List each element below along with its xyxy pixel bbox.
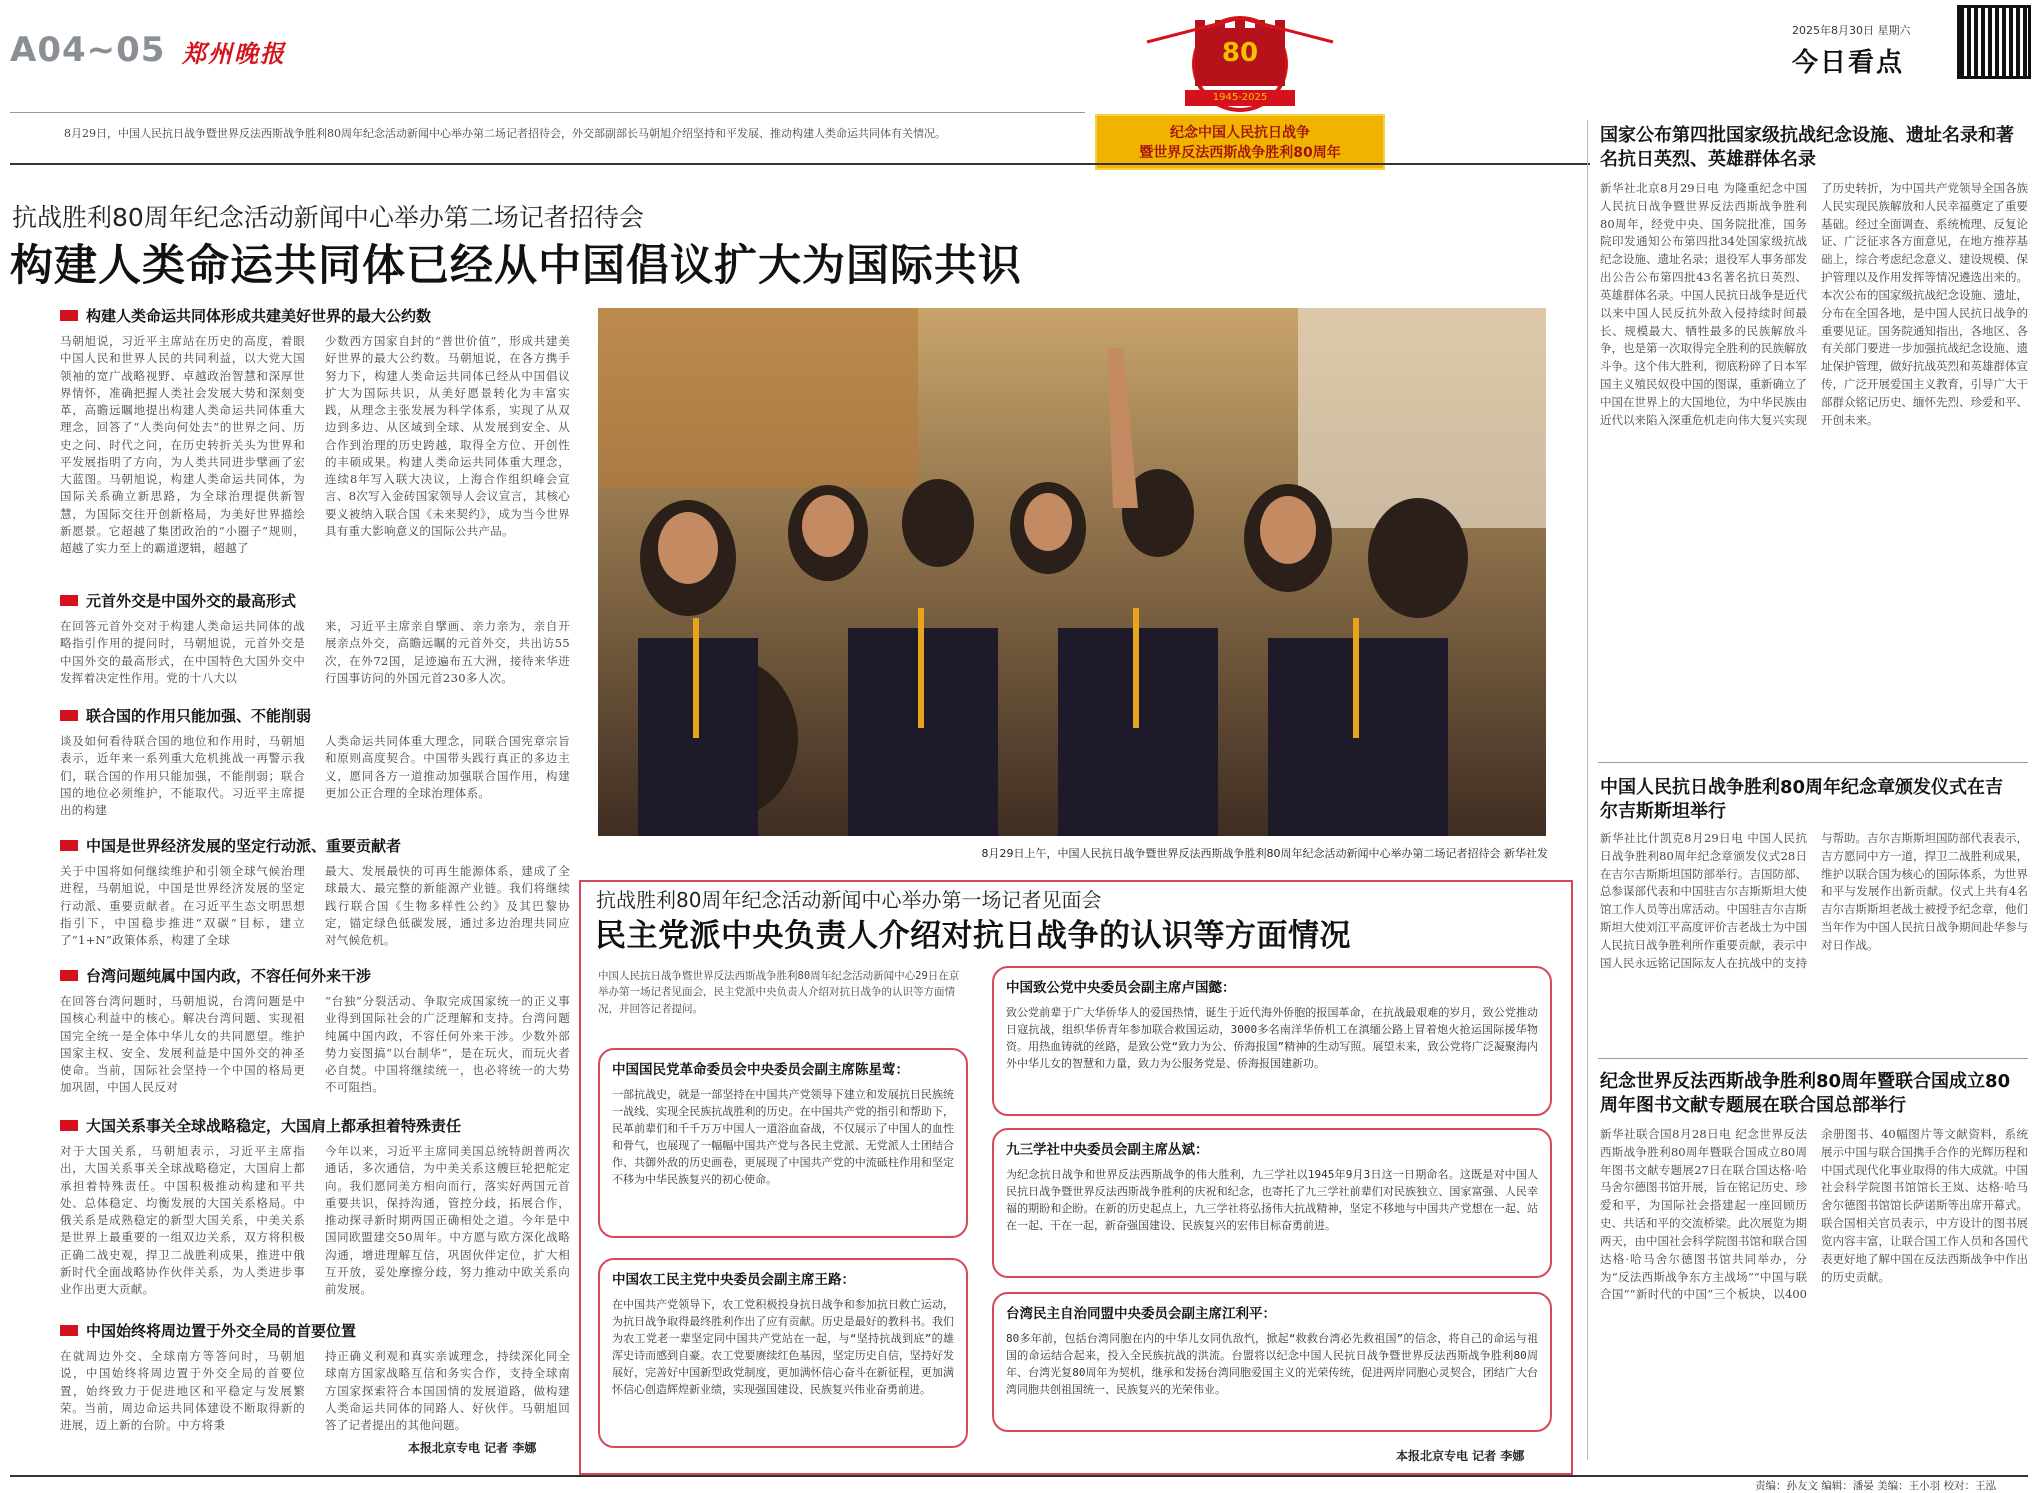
lead-subheading-text: 大国关系事关全球战略稳定，大国肩上都承担着特殊责任 <box>86 1117 462 1135</box>
statement-speaker: 中国农工民主党中央委员会副主席王路： <box>612 1272 855 1288</box>
photo-caption: 8月29日上午，中国人民抗日战争暨世界反法西斯战争胜利80周年纪念活动新闻中心举办第二场记者招待会 新华社发 <box>981 847 1548 860</box>
press-conference-photo <box>598 308 1546 836</box>
right-article-title: 中国人民抗日战争胜利80周年纪念章颁发仪式在吉尔吉斯斯坦举行 <box>1600 777 2004 823</box>
lead-paragraph: 在就周边外交、全球南方等答问时，马朝旭说，中国始终将周边置于外交全局的首要位置，始终致力于促进地区和平稳定与发展繁荣。当前，周边命运共同体建设不断取得新的进展，迈上新的台阶。中方将秉 <box>60 1349 305 1432</box>
red-marker-icon <box>60 840 78 851</box>
emblem-line-1: 纪念中国人民抗日战争 <box>1170 125 1310 141</box>
lead-paragraph: 最大、发展最快的可再生能源体系，建成了全球最大、最完整的新能源产业链。我们将继续践行联合国《生物多样性公约》及其巴黎协定，锚定绿色低碳发展，通过多边治理共同应对气候危机。 <box>325 864 570 947</box>
lead-subheading-text: 台湾问题纯属中国内政，不容任何外来干涉 <box>86 967 372 985</box>
page-number: A04~05 <box>10 30 166 70</box>
statement-text: 为纪念抗日战争和世界反法西斯战争的伟大胜利，九三学社以1945年9月3日这一日期命名。这既是对中国人民抗日战争暨世界反法西斯战争胜利的庆祝和纪念，也寄托了九三学社前辈们对民族独立、国家富强、人民幸福的期盼和企盼。在新的历史起点上，九三学社将弘扬伟大抗战精神，坚定不移地与中国共产党想在一起、站在一起、干在一起，新奋强国建设、民族复兴的宏伟目标奋勇前进。 <box>1006 1168 1538 1233</box>
statement-speaker: 中国国民党革命委员会中央委员会副主席陈星莺： <box>612 1062 909 1078</box>
emblem-line-2: 暨世界反法西斯战争胜利80周年 <box>1139 145 1341 161</box>
lead-subheading-text: 元首外交是中国外交的最高形式 <box>86 592 297 610</box>
statement-text: 一部抗战史，就是一部坚持在中国共产党领导下建立和发展抗日民族统一战线、实现全民族抗战胜利的历史。在中国共产党的指引和帮助下，民革前辈们和千千万万中国人一道浴血奋战，不仅展示了中国人的血性和骨气，也展现了一幅幅中国共产党与各民主党派、无党派人士团结合作、共御外敌的历史画卷，更展现了中国共产党的中流砥柱作用和坚定不移为中华民族复兴的初心使命。 <box>612 1088 954 1187</box>
lead-subheading <box>60 1115 570 1136</box>
emblem-number: 80 <box>1221 38 1259 68</box>
press-headline: 民主党派中央负责人介绍对抗日战争的认识等方面情况 <box>595 918 1351 954</box>
red-marker-icon <box>60 1120 78 1131</box>
audience-photo-illustration <box>598 308 1546 836</box>
emblem-years: 1945-2025 <box>1212 92 1268 103</box>
lead-subheading-text: 构建人类命运共同体形成共建美好世界的最大公约数 <box>86 307 432 325</box>
right-article-text: 新华社北京8月29日电 为隆重纪念中国人民抗日战争暨世界反法西斯战争胜利80周年，经党中央、国务院批准，国务院印发通知公布第四批34处国家级抗战纪念设施、遗址名录；退役军人事务部发出公告公布第四批43名著名抗日英烈、英雄群体名录。中国人民抗日战争是近代以来中国人民反抗外敌入侵持续时间最长、规模最大、牺牲最多的民族解放斗争，也是第一次取得完全胜利的民族解放斗争。这个伟大胜利，彻底粉碎了日本军国主义殖民奴役中国的图谋，重新确立了中国在世界上的大国地位，为中华民族由近代以来陷入深重危机走向伟大复兴实现了历史转折，为中国共产党领导全国各族人民实现民族解放和人民幸福奠定了重要基础。经过全面调查、系统梳理、反复论证、广泛征求各方面意见，在地方推荐基础上，综合考虑纪念意义、建设规模、保护管理以及作用发挥等情况遴选出来的。本次公布的国家级抗战纪念设施、遗址，分布在全国各地，是中国人民抗日战争的重要见证。国务院通知指出，各地区、各有关部门要进一步加强抗战纪念设施、遗址保护管理，做好抗战英烈和英雄群体宣传，广泛开展爱国主义教育，引导广大干部群众铭记历史、缅怀先烈、珍爱和平、开创未来。 <box>1600 181 2028 427</box>
statement-text: 致公党前辈于广大华侨华人的爱国热情，诞生于近代海外侨胞的报国革命，在抗战最艰难的岁月，致公党推动日寇抗战，组织华侨青年参加联合救国运动，3000多名南洋华侨机工在滇缅公路上冒着炮火抢运国际援华物资。用热血铸就的丝路，是致公党“致力为公、侨海报国”精神的生动写照。展望未来，致公党将广泛凝聚海内外中华儿女的智慧和力量，致力为公服务党是、侨海报国建新功。 <box>1006 1006 1538 1071</box>
footer-editors: 责编：孙友文 编辑：潘晏 美编：王小羽 校对：王泓 <box>1755 1480 1997 1492</box>
intro-text: 8月29日，中国人民抗日战争暨世界反法西斯战争胜利80周年纪念活动新闻中心举办第二场记者招待会，外交部副部长马朝旭介绍坚持和平发展、推动构建人类命运共同体有关情况。 <box>64 127 946 140</box>
statement-box <box>992 966 1552 1116</box>
lead-paragraph: 对于大国关系，马朝旭表示，习近平主席指出，大国关系事关全球战略稳定，大国肩上都承担着特殊责任。中国积极推动构建和平共处、总体稳定、均衡发展的大国关系格局。中俄关系是成熟稳定的新型大国关系，中美关系是世界上最重要的一组双边关系，双方将积极正确二战史观，捍卫二战胜利成果，推进中俄新时代全面战略协作伙伴关系，为人类进步事业作出更大贡献。 <box>60 1144 305 1296</box>
lead-subheading <box>60 305 570 326</box>
statement-box <box>598 1258 968 1448</box>
section-title: 今日看点 <box>1792 48 1905 78</box>
lead-subheading <box>60 835 570 856</box>
lead-subheading-text: 中国始终将周边置于外交全局的首要位置 <box>86 1322 357 1340</box>
lead-paragraph: 少数西方国家自封的“普世价值”，形成共建美好世界的最大公约数。马朝旭说，在各方携手努力下，构建人类命运共同体已经从中国倡议扩大为国际共识，从美好愿景转化为丰富实践，从理念主张发展为科学体系，实现了从双边到多边、从区域到全球、从发展到安全、从合作到治理的历史跨越，取得全方位、开创性的丰硕成果。构建人类命运共同体重大理念，连续8年写入联大决议，上海合作组织峰会宣言、8次写入金砖国家领导人会议宣言，其核心要义被纳入联合国《未来契约》，成为当今世界具有重大影响意义的国际公共产品。 <box>325 334 570 538</box>
red-marker-icon <box>60 310 78 321</box>
lead-paragraph: 谈及如何看待联合国的地位和作用时，马朝旭表示，近年来一系列重大危机挑战一再警示我们，联合国的作用只能加强，不能削弱；联合国的地位必须维护，不能取代。习近平主席提出的构建 <box>60 734 305 817</box>
right-article-title: 国家公布第四批国家级抗战纪念设施、遗址名录和著名抗日英烈、英雄群体名录 <box>1600 125 2014 171</box>
press-byline: 本报北京专电 记者 李娜 <box>1396 1449 1525 1463</box>
lead-paragraph: 人类命运共同体重大理念，同联合国宪章宗旨和原则高度契合。中国带头践行真正的多边主义，愿同各方一道推动加强联合国作用，构建更加公正合理的全球治理体系。 <box>325 734 570 800</box>
lead-byline: 本报北京专电 记者 李娜 <box>408 1441 537 1455</box>
emblem-banner <box>1095 114 1385 170</box>
issue-date: 2025年8月30日 星期六 <box>1792 24 1911 37</box>
lead-paragraph: 今年以来，习近平主席同美国总统特朗普两次通话，多次通信，为中美关系这艘巨轮把舵定向。我们愿同美方相向而行，落实好两国元首重要共识，保持沟通，管控分歧，拓展合作，推动探寻新时期两国正确相处之道。今年是中国同欧盟建交50周年。中方愿与欧方深化战略沟通，增进理解互信，巩固伙伴定位，扩大相互开放，妥处摩擦分歧，努力推动中欧关系向前发展。 <box>325 1144 570 1296</box>
lead-paragraph: 马朝旭说，习近平主席站在历史的高度，着眼中国人民和世界人民的共同利益，以大党大国领袖的宽广战略视野、卓越政治智慧和深厚世界情怀，准确把握人类社会发展大势和深刻变革，高瞻远瞩地提出构建人类命运共同体重大理念，回答了“人类向何处去”的世界之问、历史之问、时代之问，在历史转折关头为世界和平发展指明了方向，为人类共同进步擘画了宏大蓝图。马朝旭说，构建人类命运共同体，为国际关系确立新思路，为全球治理提供新智慧，为国际交往开创新格局，为美好世界描绘新愿景。它超越了集团政治的“小圈子”规则，超越了实力至上的霸道逻辑，超越了 <box>60 334 305 555</box>
lead-subheading-text: 联合国的作用只能加强、不能削弱 <box>86 707 312 725</box>
statement-box <box>992 1292 1552 1432</box>
red-marker-icon <box>60 710 78 721</box>
press-intro: 中国人民抗日战争暨世界反法西斯战争胜利80周年纪念活动新闻中心29日在京举办第一场记者见面会，民主党派中央负责人介绍对抗日战争的认识等方面情况，并回答记者提问。 <box>598 970 960 1015</box>
press-kicker: 抗战胜利80周年纪念活动新闻中心举办第一场记者见面会 <box>596 888 1102 912</box>
lead-subheading <box>60 965 570 986</box>
lead-subheading <box>60 1320 570 1341</box>
lead-paragraph: “台独”分裂活动、争取完成国家统一的正义事业得到国际社会的广泛理解和支持。台湾问题纯属中国内政，不容任何外来干涉。少数外部势力妄图搞“以台制华”，是在玩火，而玩火者必自焚。中国将继续统一，也必将统一的大势不可阻挡。 <box>325 994 570 1095</box>
right-article-title: 纪念世界反法西斯战争胜利80周年暨联合国成立80周年图书文献专题展在联合国总部举行 <box>1600 1071 2011 1117</box>
right-article-text: 新华社比什凯克8月29日电 中国人民抗日战争胜利80周年纪念章颁发仪式28日在吉尔吉斯斯坦国防部举行。吉国防部、总参谋部代表和中国驻吉尔吉斯斯坦大使馆工作人员等出席活动。中国驻吉尔吉斯斯坦大使刘江平高度评价吉老战士为中国人民抗日战争胜利所作重要贡献，表示中国人民永远铭记国际友人在抗战中的支持与帮助。吉尔吉斯斯坦国防部代表表示，吉方愿同中方一道，捍卫二战胜利成果，维护以联合国为核心的国际体系，为世界和平与发展作出新贡献。仪式上共有4名吉尔吉斯斯坦老战士被授予纪念章，他们当年作为中国人民抗日战争期间赴华参与对日作战。 <box>1600 831 2028 970</box>
lead-paragraph: 来，习近平主席亲自擘画、亲力亲为，亲自开展亲点外交，高瞻远瞩的元首外交，共出访55次，在外72国，足迹遍布五大洲，接待来华进行国事访问的外国元首230多人次。 <box>325 619 570 685</box>
red-marker-icon <box>60 595 78 606</box>
statement-speaker: 台湾民主自治同盟中央委员会副主席江利平： <box>1006 1306 1276 1322</box>
lead-headline: 构建人类命运共同体已经从中国倡议扩大为国际共识 <box>10 241 1022 291</box>
statement-box <box>598 1048 968 1238</box>
statement-box <box>992 1128 1552 1278</box>
lead-subheading <box>60 590 570 611</box>
lead-paragraph: 关于中国将如何继续维护和引领全球气候治理进程，马朝旭说，中国是世界经济发展的坚定行动派、重要贡献者。在习近平生态文明思想指引下，中国稳步推进“双碳”目标，建立了“1+N”政策体系，构建了全球 <box>60 864 305 947</box>
lead-kicker: 抗战胜利80周年纪念活动新闻中心举办第二场记者招待会 <box>12 203 644 232</box>
masthead-logo: 郑州晚报 <box>182 39 286 68</box>
red-marker-icon <box>60 1325 78 1336</box>
statement-speaker: 九三学社中央委员会副主席丛斌： <box>1006 1142 1209 1158</box>
lead-subheading <box>60 705 570 726</box>
statement-text: 在中国共产党领导下，农工党积极投身抗日战争和参加抗日救亡运动，为抗日战争取得最终胜利作出了应有贡献。历史是最好的教科书。我们为农工党老一辈坚定同中国共产党站在一起，与“坚持抗战到底”的雄浑史诗而感到自豪。农工党要赓续红色基因，坚定历史自信，坚持好发展好，完善好中国新型政党制度，更加满怀信心奋斗在新征程，更加满怀信心创造辉煌新业绩，实现强国建设、民族复兴伟业奋勇前进。 <box>612 1298 954 1397</box>
lead-paragraph: 在回答台湾问题时，马朝旭说，台湾问题是中国核心利益中的核心。解决台湾问题、实现祖国完全统一是全体中华儿女的共同愿望。维护国家主权、安全、发展利益是中国外交的神圣使命。当前，国际社会坚持一个中国的格局更加巩固，中国人民反对 <box>60 994 305 1095</box>
anniversary-emblem <box>1095 8 1385 168</box>
statement-speaker: 中国致公党中央委员会副主席卢国懿： <box>1006 980 1236 996</box>
red-marker-icon <box>60 970 78 981</box>
statement-text: 80多年前，包括台湾同胞在内的中华儿女同仇敌忾，掀起“救救台湾必先救祖国”的信念，将自己的命运与祖国的命运结合起来，投入全民族抗战的洪流。台盟将以纪念中国人民抗日战争暨世界反法西斯战争胜利80周年、台湾光复80周年为契机，继承和发扬台湾同胞爱国主义的光荣传统，促进两岸同胞心灵契合，团结广大台湾同胞共创祖国统一、民族复兴的光荣伟业。 <box>1006 1332 1538 1397</box>
lead-paragraph: 持正确义利观和真实亲诚理念，持续深化同全球南方国家战略互信和务实合作，支持全球南方国家探索符合本国国情的发展道路，做构建人类命运共同体的同路人、好伙伴。马朝旭回答了记者提出的其他问题。 <box>325 1349 570 1432</box>
lead-paragraph: 在回答元首外交对于构建人类命运共同体的战略指引作用的提问时，马朝旭说，元首外交是中国外交的最高形式，在中国特色大国外交中发挥着决定性作用。党的十八大以 <box>60 619 305 685</box>
lead-subheading-text: 中国是世界经济发展的坚定行动派、重要贡献者 <box>86 837 402 855</box>
right-article-text: 新华社联合国8月28日电 纪念世界反法西斯战争胜利80周年暨联合国成立80周年图书文献专题展27日在联合国达格·哈马舍尔德图书馆开展，旨在铭记历史、珍爱和平，为国际社会搭建起一座回顾历史、共话和平的交流桥梁。此次展览为期两天，由中国社会科学院图书馆和联合国达格·哈马舍尔德图书馆共同举办，分为“反法西斯战争东方主战场”“中国与联合国”“新时代的中国”三个板块，以400余册图书、40幅图片等文献资料，系统展示中国与联合国携手合作的光辉历程和中国式现代化事业取得的伟大成就。中国社会科学院图书馆馆长王岚、达格·哈马舍尔德图书馆馆长萨诺斯等出席开幕式。联合国相关官员表示，中方设计的图书展览内容丰富，让联合国工作人员和各国代表更好地了解中国在反法西斯战争中作出的历史贡献。 <box>1600 1127 2028 1302</box>
qr-code <box>1960 8 2028 76</box>
